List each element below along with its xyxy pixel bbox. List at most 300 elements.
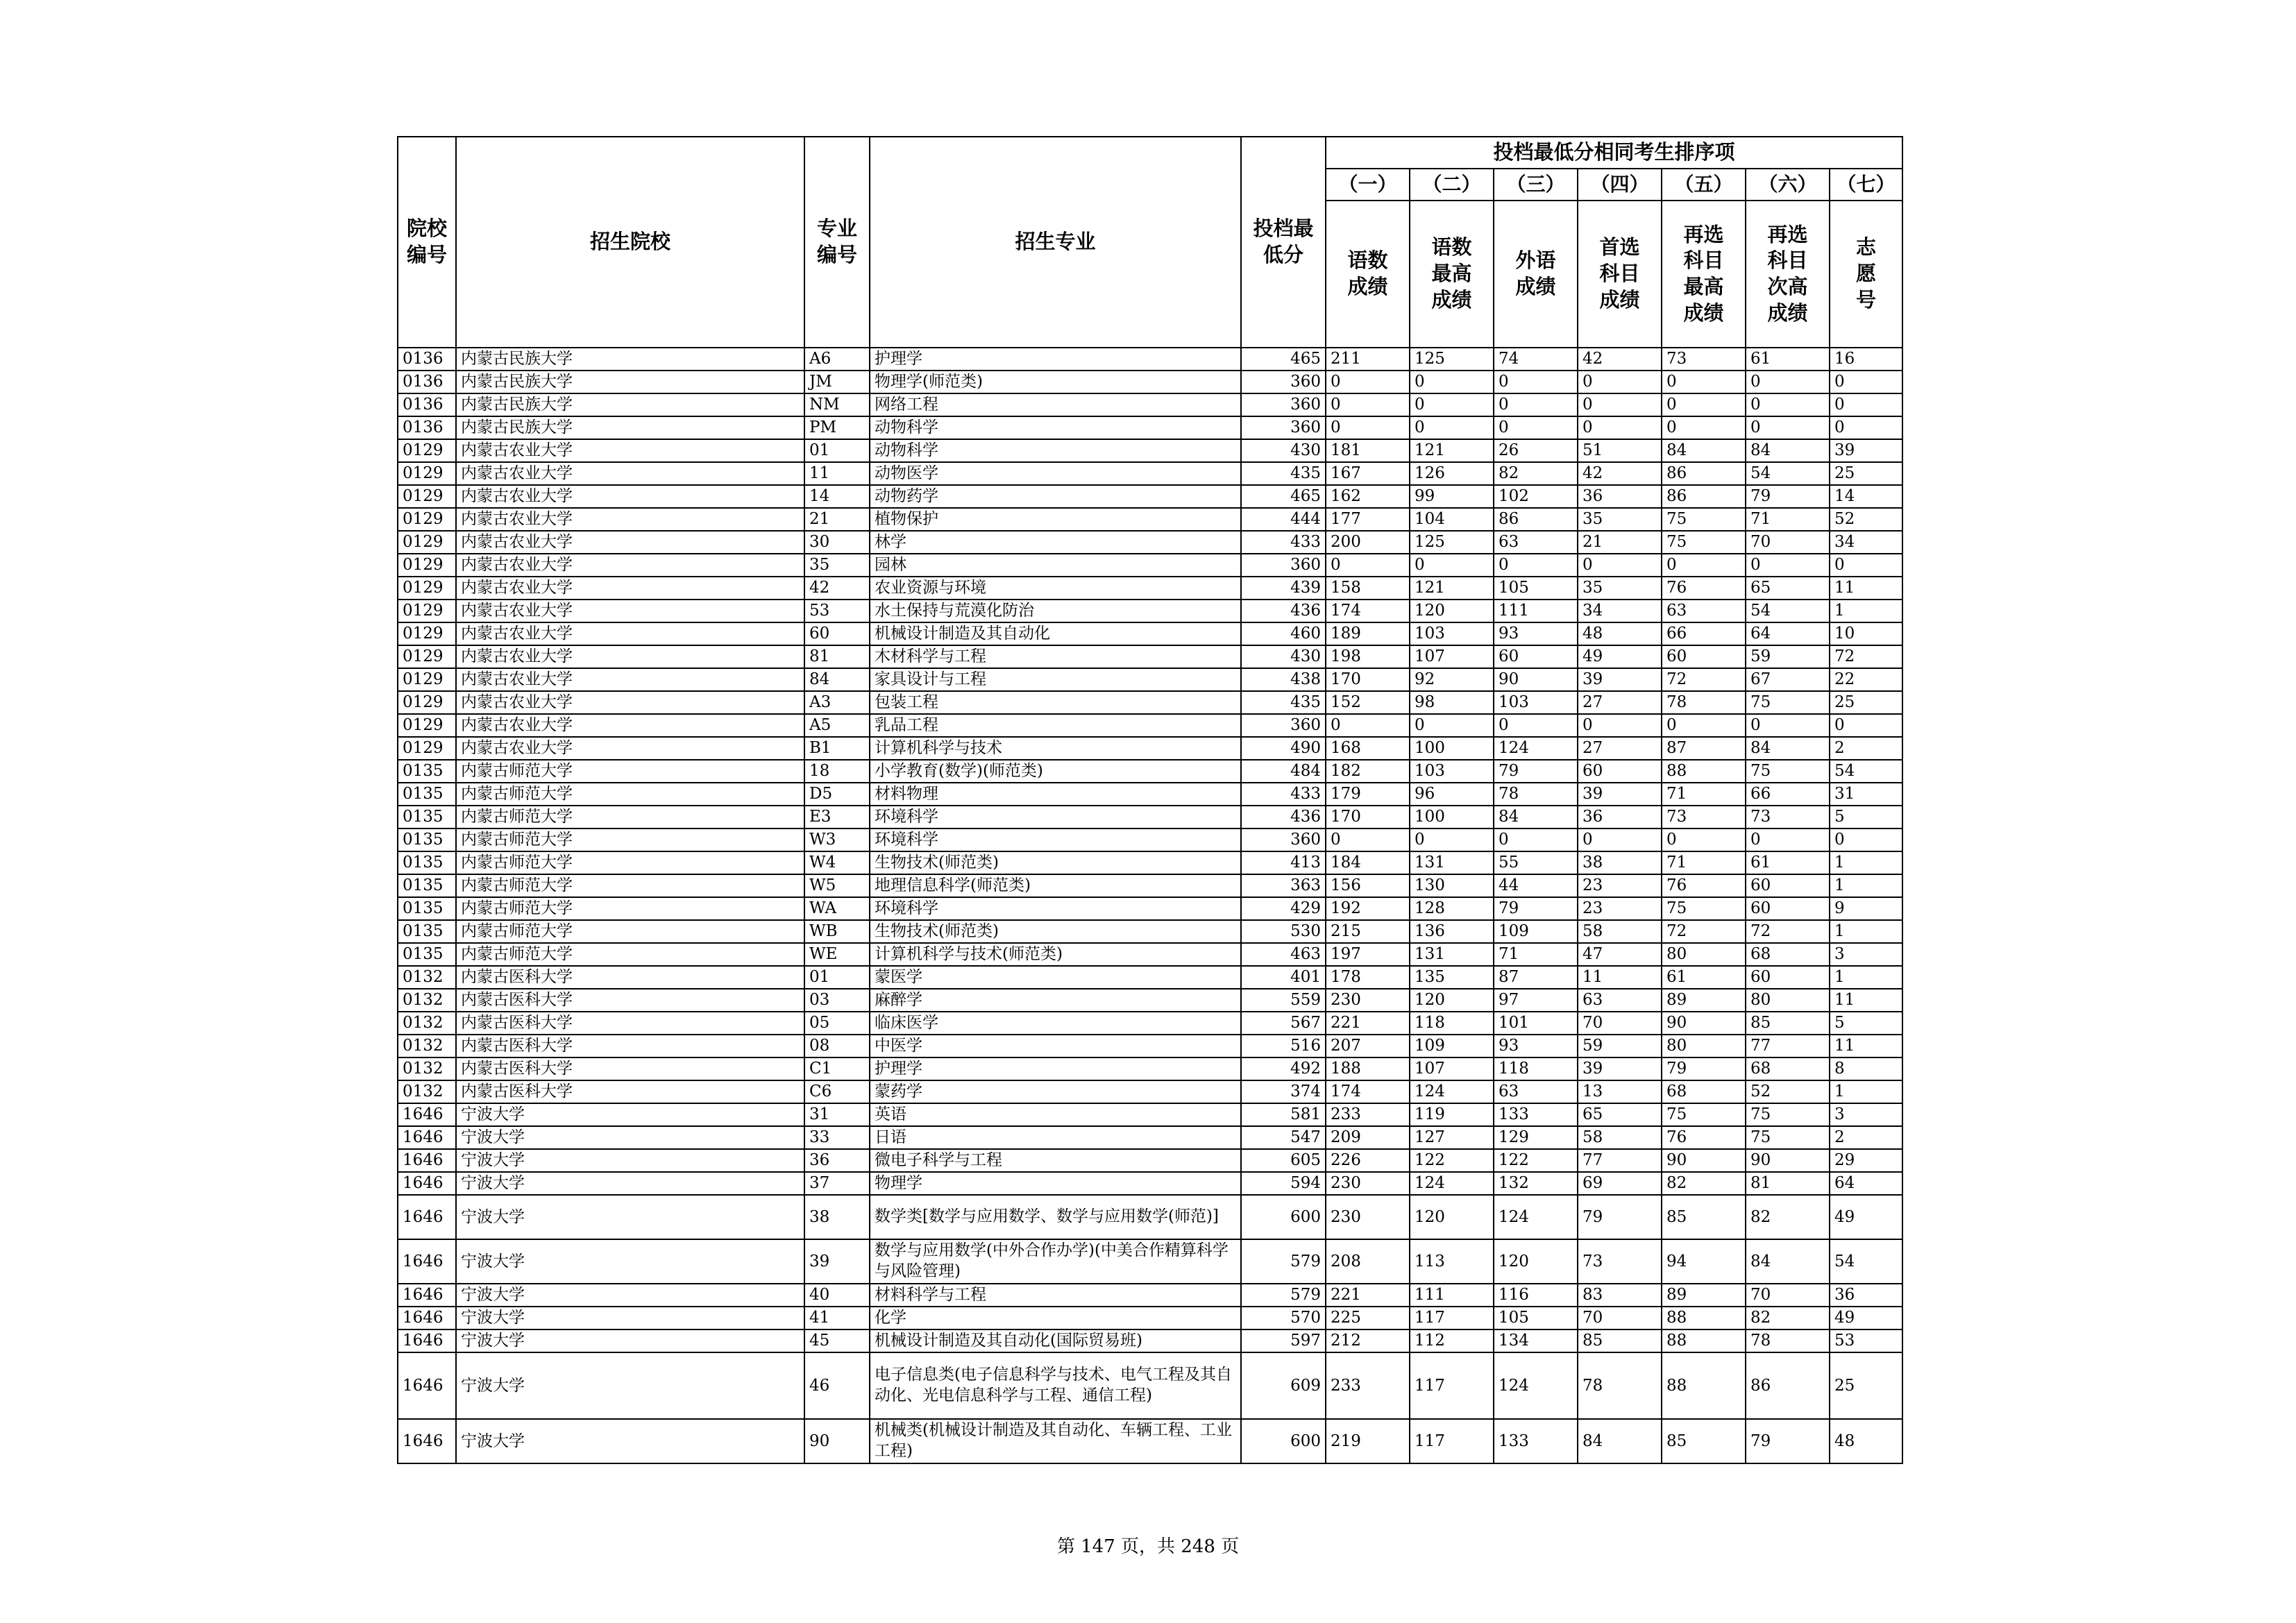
tiebreak-cell: 1 bbox=[1830, 874, 1902, 897]
school-name-cell: 宁波大学 bbox=[456, 1239, 804, 1284]
school-name-cell: 内蒙古农业大学 bbox=[456, 508, 804, 531]
tiebreak-cell: 105 bbox=[1494, 1307, 1578, 1329]
tiebreak-cell: 68 bbox=[1746, 943, 1830, 966]
tiebreak-cell: 60 bbox=[1662, 645, 1746, 668]
tiebreak-cell: 71 bbox=[1494, 943, 1578, 966]
school-name-cell: 内蒙古师范大学 bbox=[456, 874, 804, 897]
tiebreak-cell: 0 bbox=[1830, 829, 1902, 851]
tiebreak-item-header: 再选科目最高成绩 bbox=[1662, 201, 1746, 348]
tiebreak-cell: 119 bbox=[1410, 1103, 1494, 1126]
tiebreak-cell: 0 bbox=[1410, 714, 1494, 737]
tiebreak-cell: 174 bbox=[1326, 1080, 1410, 1103]
school-code-cell: 0129 bbox=[398, 439, 456, 462]
tiebreak-cell: 75 bbox=[1746, 1103, 1830, 1126]
major-code-cell: 36 bbox=[804, 1149, 870, 1172]
tiebreak-cell: 89 bbox=[1662, 989, 1746, 1012]
tiebreak-cell: 102 bbox=[1494, 485, 1578, 508]
tiebreak-cell: 60 bbox=[1746, 966, 1830, 989]
tiebreak-cell: 0 bbox=[1326, 554, 1410, 577]
tiebreak-item-header: 志愿号 bbox=[1830, 201, 1902, 348]
school-name-cell: 内蒙古师范大学 bbox=[456, 897, 804, 920]
school-name-cell: 内蒙古医科大学 bbox=[456, 1080, 804, 1103]
tiebreak-cell: 1 bbox=[1830, 966, 1902, 989]
major-name-cell: 动物科学 bbox=[870, 439, 1241, 462]
tiebreak-cell: 76 bbox=[1662, 577, 1746, 600]
tiebreak-cell: 61 bbox=[1746, 851, 1830, 874]
tiebreak-cell: 42 bbox=[1578, 348, 1662, 371]
tiebreak-cell: 60 bbox=[1578, 760, 1662, 783]
min-score-cell: 609 bbox=[1241, 1352, 1326, 1419]
tiebreak-cell: 54 bbox=[1830, 760, 1902, 783]
tiebreak-cell: 103 bbox=[1410, 760, 1494, 783]
table-row bbox=[398, 1284, 1902, 1307]
tiebreak-cell: 59 bbox=[1746, 645, 1830, 668]
min-score-cell: 430 bbox=[1241, 439, 1326, 462]
major-name-cell: 蒙医学 bbox=[870, 966, 1241, 989]
tiebreak-cell: 0 bbox=[1746, 714, 1830, 737]
tiebreak-cell: 75 bbox=[1746, 1126, 1830, 1149]
major-code-cell: 30 bbox=[804, 531, 870, 554]
tiebreak-cell: 0 bbox=[1830, 371, 1902, 393]
tiebreak-cell: 120 bbox=[1410, 1195, 1494, 1239]
min-score-cell: 484 bbox=[1241, 760, 1326, 783]
major-name-cell: 麻醉学 bbox=[870, 989, 1241, 1012]
major-code-cell: 35 bbox=[804, 554, 870, 577]
tiebreak-cell: 55 bbox=[1494, 851, 1578, 874]
tiebreak-cell: 86 bbox=[1662, 462, 1746, 485]
tiebreak-cell: 1 bbox=[1830, 1080, 1902, 1103]
major-name-cell: 日语 bbox=[870, 1126, 1241, 1149]
tiebreak-cell: 189 bbox=[1326, 622, 1410, 645]
tiebreak-cell: 71 bbox=[1662, 783, 1746, 806]
major-code-cell: D5 bbox=[804, 783, 870, 806]
major-code-cell: 08 bbox=[804, 1035, 870, 1057]
school-name-cell: 宁波大学 bbox=[456, 1307, 804, 1329]
major-code-cell: A3 bbox=[804, 691, 870, 714]
major-code-cell: 37 bbox=[804, 1172, 870, 1195]
tiebreak-cell: 27 bbox=[1578, 691, 1662, 714]
major-code-cell: 53 bbox=[804, 600, 870, 622]
tiebreak-cell: 84 bbox=[1578, 1419, 1662, 1463]
tiebreak-cell: 78 bbox=[1662, 691, 1746, 714]
tiebreak-cell: 0 bbox=[1326, 393, 1410, 416]
tiebreak-cell: 197 bbox=[1326, 943, 1410, 966]
tiebreak-cell: 0 bbox=[1746, 554, 1830, 577]
school-code-cell: 1646 bbox=[398, 1172, 456, 1195]
major-name-cell: 环境科学 bbox=[870, 829, 1241, 851]
tiebreak-cell: 82 bbox=[1746, 1307, 1830, 1329]
tiebreak-cell: 94 bbox=[1662, 1239, 1746, 1284]
tiebreak-cell: 225 bbox=[1326, 1307, 1410, 1329]
school-code-cell: 0136 bbox=[398, 393, 456, 416]
tiebreak-cell: 122 bbox=[1410, 1149, 1494, 1172]
tiebreak-cell: 179 bbox=[1326, 783, 1410, 806]
tiebreak-cell: 0 bbox=[1326, 371, 1410, 393]
major-code-cell: 81 bbox=[804, 645, 870, 668]
tiebreak-cell: 80 bbox=[1662, 943, 1746, 966]
table-row bbox=[398, 485, 1902, 508]
min-score-cell: 460 bbox=[1241, 622, 1326, 645]
major-name-cell: 机械设计制造及其自动化 bbox=[870, 622, 1241, 645]
tiebreak-cell: 0 bbox=[1494, 829, 1578, 851]
major-name-cell: 微电子科学与工程 bbox=[870, 1149, 1241, 1172]
school-code-cell: 1646 bbox=[398, 1329, 456, 1352]
school-name-cell: 宁波大学 bbox=[456, 1329, 804, 1352]
school-code-cell: 0129 bbox=[398, 531, 456, 554]
tiebreak-cell: 54 bbox=[1746, 600, 1830, 622]
tiebreak-cell: 75 bbox=[1746, 691, 1830, 714]
tiebreak-cell: 0 bbox=[1746, 393, 1830, 416]
table-row bbox=[398, 1329, 1902, 1352]
table-row bbox=[398, 714, 1902, 737]
tiebreak-cell: 61 bbox=[1746, 348, 1830, 371]
school-code-cell: 0135 bbox=[398, 806, 456, 829]
school-code-cell: 0129 bbox=[398, 714, 456, 737]
tiebreak-cell: 0 bbox=[1830, 416, 1902, 439]
tiebreak-cell: 111 bbox=[1410, 1284, 1494, 1307]
tiebreak-cell: 36 bbox=[1830, 1284, 1902, 1307]
tiebreak-cell: 212 bbox=[1326, 1329, 1410, 1352]
table-row bbox=[398, 1419, 1902, 1463]
school-name-cell: 内蒙古农业大学 bbox=[456, 531, 804, 554]
tiebreak-cell: 73 bbox=[1746, 806, 1830, 829]
school-code-cell: 1646 bbox=[398, 1149, 456, 1172]
major-name-cell: 地理信息科学(师范类) bbox=[870, 874, 1241, 897]
tiebreak-cell: 116 bbox=[1494, 1284, 1578, 1307]
tiebreak-cell: 69 bbox=[1578, 1172, 1662, 1195]
tiebreak-cell: 124 bbox=[1410, 1172, 1494, 1195]
tiebreak-cell: 100 bbox=[1410, 737, 1494, 760]
tiebreak-cell: 42 bbox=[1578, 462, 1662, 485]
tiebreak-cell: 84 bbox=[1746, 1239, 1830, 1284]
school-name-cell: 内蒙古农业大学 bbox=[456, 668, 804, 691]
major-code-cell: A6 bbox=[804, 348, 870, 371]
major-name-cell: 小学教育(数学)(师范类) bbox=[870, 760, 1241, 783]
major-name-cell: 网络工程 bbox=[870, 393, 1241, 416]
major-code-cell: C1 bbox=[804, 1057, 870, 1080]
tiebreak-cell: 84 bbox=[1746, 439, 1830, 462]
tiebreak-item-header: 外语成绩 bbox=[1494, 201, 1578, 348]
tiebreak-cell: 48 bbox=[1578, 622, 1662, 645]
min-score-cell: 605 bbox=[1241, 1149, 1326, 1172]
table-row bbox=[398, 1149, 1902, 1172]
tiebreak-cell: 68 bbox=[1662, 1080, 1746, 1103]
major-name-cell: 包装工程 bbox=[870, 691, 1241, 714]
tiebreak-cell: 27 bbox=[1578, 737, 1662, 760]
tiebreak-cell: 61 bbox=[1662, 966, 1746, 989]
tiebreak-cell: 0 bbox=[1494, 371, 1578, 393]
tiebreak-cell: 21 bbox=[1578, 531, 1662, 554]
major-name-cell: 动物医学 bbox=[870, 462, 1241, 485]
table-row bbox=[398, 462, 1902, 485]
tiebreak-cell: 1 bbox=[1830, 920, 1902, 943]
tiebreak-cell: 112 bbox=[1410, 1329, 1494, 1352]
school-name-cell: 宁波大学 bbox=[456, 1126, 804, 1149]
tiebreak-cell: 90 bbox=[1662, 1012, 1746, 1035]
major-name-cell: 化学 bbox=[870, 1307, 1241, 1329]
school-code-cell: 0129 bbox=[398, 577, 456, 600]
major-code-cell: 45 bbox=[804, 1329, 870, 1352]
min-score-cell: 360 bbox=[1241, 393, 1326, 416]
tiebreak-cell: 1 bbox=[1830, 851, 1902, 874]
table-row bbox=[398, 1057, 1902, 1080]
tiebreak-cell: 84 bbox=[1746, 737, 1830, 760]
school-code-cell: 0135 bbox=[398, 943, 456, 966]
seq-header: （七） bbox=[1830, 169, 1902, 201]
tiebreak-cell: 75 bbox=[1746, 760, 1830, 783]
tiebreak-cell: 181 bbox=[1326, 439, 1410, 462]
school-code-cell: 0132 bbox=[398, 989, 456, 1012]
tiebreak-cell: 2 bbox=[1830, 1126, 1902, 1149]
tiebreak-cell: 25 bbox=[1830, 1352, 1902, 1419]
tiebreak-cell: 75 bbox=[1662, 897, 1746, 920]
major-name-cell: 临床医学 bbox=[870, 1012, 1241, 1035]
tiebreak-cell: 152 bbox=[1326, 691, 1410, 714]
school-name-cell: 内蒙古师范大学 bbox=[456, 829, 804, 851]
tiebreak-cell: 125 bbox=[1410, 531, 1494, 554]
min-score-cell: 439 bbox=[1241, 577, 1326, 600]
tiebreak-cell: 88 bbox=[1662, 1352, 1746, 1419]
major-name-cell: 乳品工程 bbox=[870, 714, 1241, 737]
seq-header: （五） bbox=[1662, 169, 1746, 201]
table-row bbox=[398, 806, 1902, 829]
school-code-cell: 0135 bbox=[398, 760, 456, 783]
tiebreak-cell: 0 bbox=[1830, 714, 1902, 737]
school-code-cell: 0135 bbox=[398, 920, 456, 943]
tiebreak-cell: 11 bbox=[1830, 1035, 1902, 1057]
major-name-cell: 农业资源与环境 bbox=[870, 577, 1241, 600]
tiebreak-cell: 79 bbox=[1746, 485, 1830, 508]
min-score-cell: 570 bbox=[1241, 1307, 1326, 1329]
major-code-cell: B1 bbox=[804, 737, 870, 760]
major-code-cell: W4 bbox=[804, 851, 870, 874]
school-code-cell: 0135 bbox=[398, 851, 456, 874]
tiebreak-cell: 99 bbox=[1410, 485, 1494, 508]
tiebreak-cell: 79 bbox=[1494, 897, 1578, 920]
tiebreak-cell: 49 bbox=[1830, 1307, 1902, 1329]
tiebreak-cell: 0 bbox=[1326, 416, 1410, 439]
table-row bbox=[398, 508, 1902, 531]
min-score-cell: 374 bbox=[1241, 1080, 1326, 1103]
tiebreak-cell: 82 bbox=[1746, 1195, 1830, 1239]
school-name-cell: 内蒙古师范大学 bbox=[456, 943, 804, 966]
tiebreak-cell: 65 bbox=[1578, 1103, 1662, 1126]
school-name-cell: 内蒙古农业大学 bbox=[456, 691, 804, 714]
major-code-cell: 39 bbox=[804, 1239, 870, 1284]
tiebreak-item-header: 首选科目成绩 bbox=[1578, 201, 1662, 348]
tiebreak-cell: 127 bbox=[1410, 1126, 1494, 1149]
table-row bbox=[398, 1307, 1902, 1329]
table-row bbox=[398, 622, 1902, 645]
tiebreak-item-header: 再选科目次高成绩 bbox=[1746, 201, 1830, 348]
tiebreak-cell: 54 bbox=[1830, 1239, 1902, 1284]
major-code-cell: 05 bbox=[804, 1012, 870, 1035]
tiebreak-cell: 86 bbox=[1662, 485, 1746, 508]
min-score-cell: 360 bbox=[1241, 371, 1326, 393]
tiebreak-cell: 230 bbox=[1326, 989, 1410, 1012]
table-row bbox=[398, 897, 1902, 920]
table-row bbox=[398, 531, 1902, 554]
tiebreak-cell: 0 bbox=[1662, 393, 1746, 416]
tiebreak-cell: 63 bbox=[1578, 989, 1662, 1012]
tiebreak-cell: 59 bbox=[1578, 1035, 1662, 1057]
table-row bbox=[398, 783, 1902, 806]
major-name-cell: 材料物理 bbox=[870, 783, 1241, 806]
tiebreak-cell: 105 bbox=[1494, 577, 1578, 600]
school-name-cell: 内蒙古民族大学 bbox=[456, 393, 804, 416]
tiebreak-cell: 3 bbox=[1830, 943, 1902, 966]
tiebreak-cell: 0 bbox=[1578, 416, 1662, 439]
min-score-cell: 413 bbox=[1241, 851, 1326, 874]
tiebreak-cell: 39 bbox=[1830, 439, 1902, 462]
major-code-cell: WE bbox=[804, 943, 870, 966]
school-name-cell: 内蒙古农业大学 bbox=[456, 439, 804, 462]
tiebreak-cell: 0 bbox=[1746, 416, 1830, 439]
tiebreak-cell: 84 bbox=[1662, 439, 1746, 462]
tiebreak-cell: 88 bbox=[1662, 1307, 1746, 1329]
major-name-cell: 水土保持与荒漠化防治 bbox=[870, 600, 1241, 622]
tiebreak-cell: 100 bbox=[1410, 806, 1494, 829]
tiebreak-cell: 67 bbox=[1746, 668, 1830, 691]
tiebreak-cell: 74 bbox=[1494, 348, 1578, 371]
tiebreak-cell: 192 bbox=[1326, 897, 1410, 920]
tiebreak-cell: 80 bbox=[1662, 1035, 1746, 1057]
tiebreak-cell: 26 bbox=[1494, 439, 1578, 462]
school-name-cell: 内蒙古医科大学 bbox=[456, 1035, 804, 1057]
school-name-cell: 内蒙古师范大学 bbox=[456, 920, 804, 943]
tiebreak-cell: 83 bbox=[1578, 1284, 1662, 1307]
min-score-cell: 465 bbox=[1241, 348, 1326, 371]
tiebreak-cell: 200 bbox=[1326, 531, 1410, 554]
major-name-cell: 英语 bbox=[870, 1103, 1241, 1126]
tiebreak-item-header: 语数最高成绩 bbox=[1410, 201, 1494, 348]
major-code-cell: 03 bbox=[804, 989, 870, 1012]
school-name-cell: 宁波大学 bbox=[456, 1172, 804, 1195]
school-name-cell: 内蒙古农业大学 bbox=[456, 645, 804, 668]
min-score-cell: 360 bbox=[1241, 416, 1326, 439]
tiebreak-cell: 73 bbox=[1578, 1239, 1662, 1284]
tiebreak-cell: 25 bbox=[1830, 462, 1902, 485]
table-row bbox=[398, 600, 1902, 622]
tiebreak-cell: 98 bbox=[1410, 691, 1494, 714]
col-school-name-header: 招生院校 bbox=[456, 137, 804, 348]
tiebreak-cell: 0 bbox=[1410, 371, 1494, 393]
table-row bbox=[398, 1172, 1902, 1195]
tiebreak-cell: 0 bbox=[1830, 554, 1902, 577]
min-score-cell: 579 bbox=[1241, 1284, 1326, 1307]
school-code-cell: 1646 bbox=[398, 1352, 456, 1419]
tiebreak-cell: 170 bbox=[1326, 668, 1410, 691]
school-code-cell: 1646 bbox=[398, 1419, 456, 1463]
table-row bbox=[398, 1352, 1902, 1419]
tiebreak-cell: 76 bbox=[1662, 1126, 1746, 1149]
major-name-cell: 计算机科学与技术(师范类) bbox=[870, 943, 1241, 966]
tiebreak-cell: 113 bbox=[1410, 1239, 1494, 1284]
school-name-cell: 内蒙古农业大学 bbox=[456, 577, 804, 600]
col-school-code-header: 院校编号 bbox=[398, 137, 456, 348]
school-code-cell: 0132 bbox=[398, 1012, 456, 1035]
major-code-cell: W3 bbox=[804, 829, 870, 851]
table-row bbox=[398, 1126, 1902, 1149]
tiebreak-cell: 34 bbox=[1830, 531, 1902, 554]
min-score-cell: 579 bbox=[1241, 1239, 1326, 1284]
school-code-cell: 1646 bbox=[398, 1103, 456, 1126]
tiebreak-cell: 188 bbox=[1326, 1057, 1410, 1080]
tiebreak-cell: 25 bbox=[1830, 691, 1902, 714]
major-code-cell: 90 bbox=[804, 1419, 870, 1463]
tiebreak-cell: 63 bbox=[1662, 600, 1746, 622]
tiebreak-cell: 120 bbox=[1410, 600, 1494, 622]
tiebreak-cell: 5 bbox=[1830, 806, 1902, 829]
school-code-cell: 0129 bbox=[398, 554, 456, 577]
tiebreak-cell: 54 bbox=[1746, 462, 1830, 485]
tiebreak-cell: 70 bbox=[1578, 1307, 1662, 1329]
min-score-cell: 436 bbox=[1241, 806, 1326, 829]
major-name-cell: 环境科学 bbox=[870, 897, 1241, 920]
seq-header: （一） bbox=[1326, 169, 1410, 201]
major-code-cell: WB bbox=[804, 920, 870, 943]
tiebreak-cell: 79 bbox=[1746, 1419, 1830, 1463]
tiebreak-cell: 120 bbox=[1494, 1239, 1578, 1284]
tiebreak-cell: 162 bbox=[1326, 485, 1410, 508]
major-code-cell: 01 bbox=[804, 966, 870, 989]
tiebreak-group-header: 投档最低分相同考生排序项 bbox=[1326, 137, 1902, 169]
school-code-cell: 0129 bbox=[398, 462, 456, 485]
tiebreak-cell: 0 bbox=[1746, 829, 1830, 851]
tiebreak-cell: 60 bbox=[1494, 645, 1578, 668]
tiebreak-cell: 111 bbox=[1494, 600, 1578, 622]
school-code-cell: 0129 bbox=[398, 622, 456, 645]
major-code-cell: E3 bbox=[804, 806, 870, 829]
school-name-cell: 内蒙古民族大学 bbox=[456, 371, 804, 393]
table-row bbox=[398, 393, 1902, 416]
tiebreak-cell: 122 bbox=[1494, 1149, 1578, 1172]
major-code-cell: JM bbox=[804, 371, 870, 393]
major-name-cell: 机械设计制造及其自动化(国际贸易班) bbox=[870, 1329, 1241, 1352]
tiebreak-cell: 86 bbox=[1494, 508, 1578, 531]
school-code-cell: 0129 bbox=[398, 645, 456, 668]
tiebreak-cell: 82 bbox=[1494, 462, 1578, 485]
table-row bbox=[398, 829, 1902, 851]
school-name-cell: 宁波大学 bbox=[456, 1195, 804, 1239]
tiebreak-cell: 70 bbox=[1746, 531, 1830, 554]
tiebreak-cell: 72 bbox=[1662, 920, 1746, 943]
tiebreak-cell: 78 bbox=[1746, 1329, 1830, 1352]
school-code-cell: 0129 bbox=[398, 691, 456, 714]
tiebreak-cell: 29 bbox=[1830, 1149, 1902, 1172]
tiebreak-cell: 136 bbox=[1410, 920, 1494, 943]
tiebreak-cell: 121 bbox=[1410, 577, 1494, 600]
col-major-name-header: 招生专业 bbox=[870, 137, 1241, 348]
tiebreak-cell: 73 bbox=[1662, 348, 1746, 371]
min-score-cell: 581 bbox=[1241, 1103, 1326, 1126]
tiebreak-cell: 120 bbox=[1410, 989, 1494, 1012]
min-score-cell: 435 bbox=[1241, 691, 1326, 714]
school-name-cell: 内蒙古医科大学 bbox=[456, 966, 804, 989]
tiebreak-cell: 10 bbox=[1830, 622, 1902, 645]
major-code-cell: 14 bbox=[804, 485, 870, 508]
table-row bbox=[398, 1012, 1902, 1035]
tiebreak-cell: 22 bbox=[1830, 668, 1902, 691]
tiebreak-cell: 68 bbox=[1746, 1057, 1830, 1080]
tiebreak-cell: 211 bbox=[1326, 348, 1410, 371]
tiebreak-cell: 107 bbox=[1410, 1057, 1494, 1080]
tiebreak-cell: 124 bbox=[1494, 737, 1578, 760]
col-major-code-header: 专业编号 bbox=[804, 137, 870, 348]
tiebreak-cell: 0 bbox=[1830, 393, 1902, 416]
school-name-cell: 内蒙古农业大学 bbox=[456, 600, 804, 622]
tiebreak-cell: 85 bbox=[1662, 1419, 1746, 1463]
